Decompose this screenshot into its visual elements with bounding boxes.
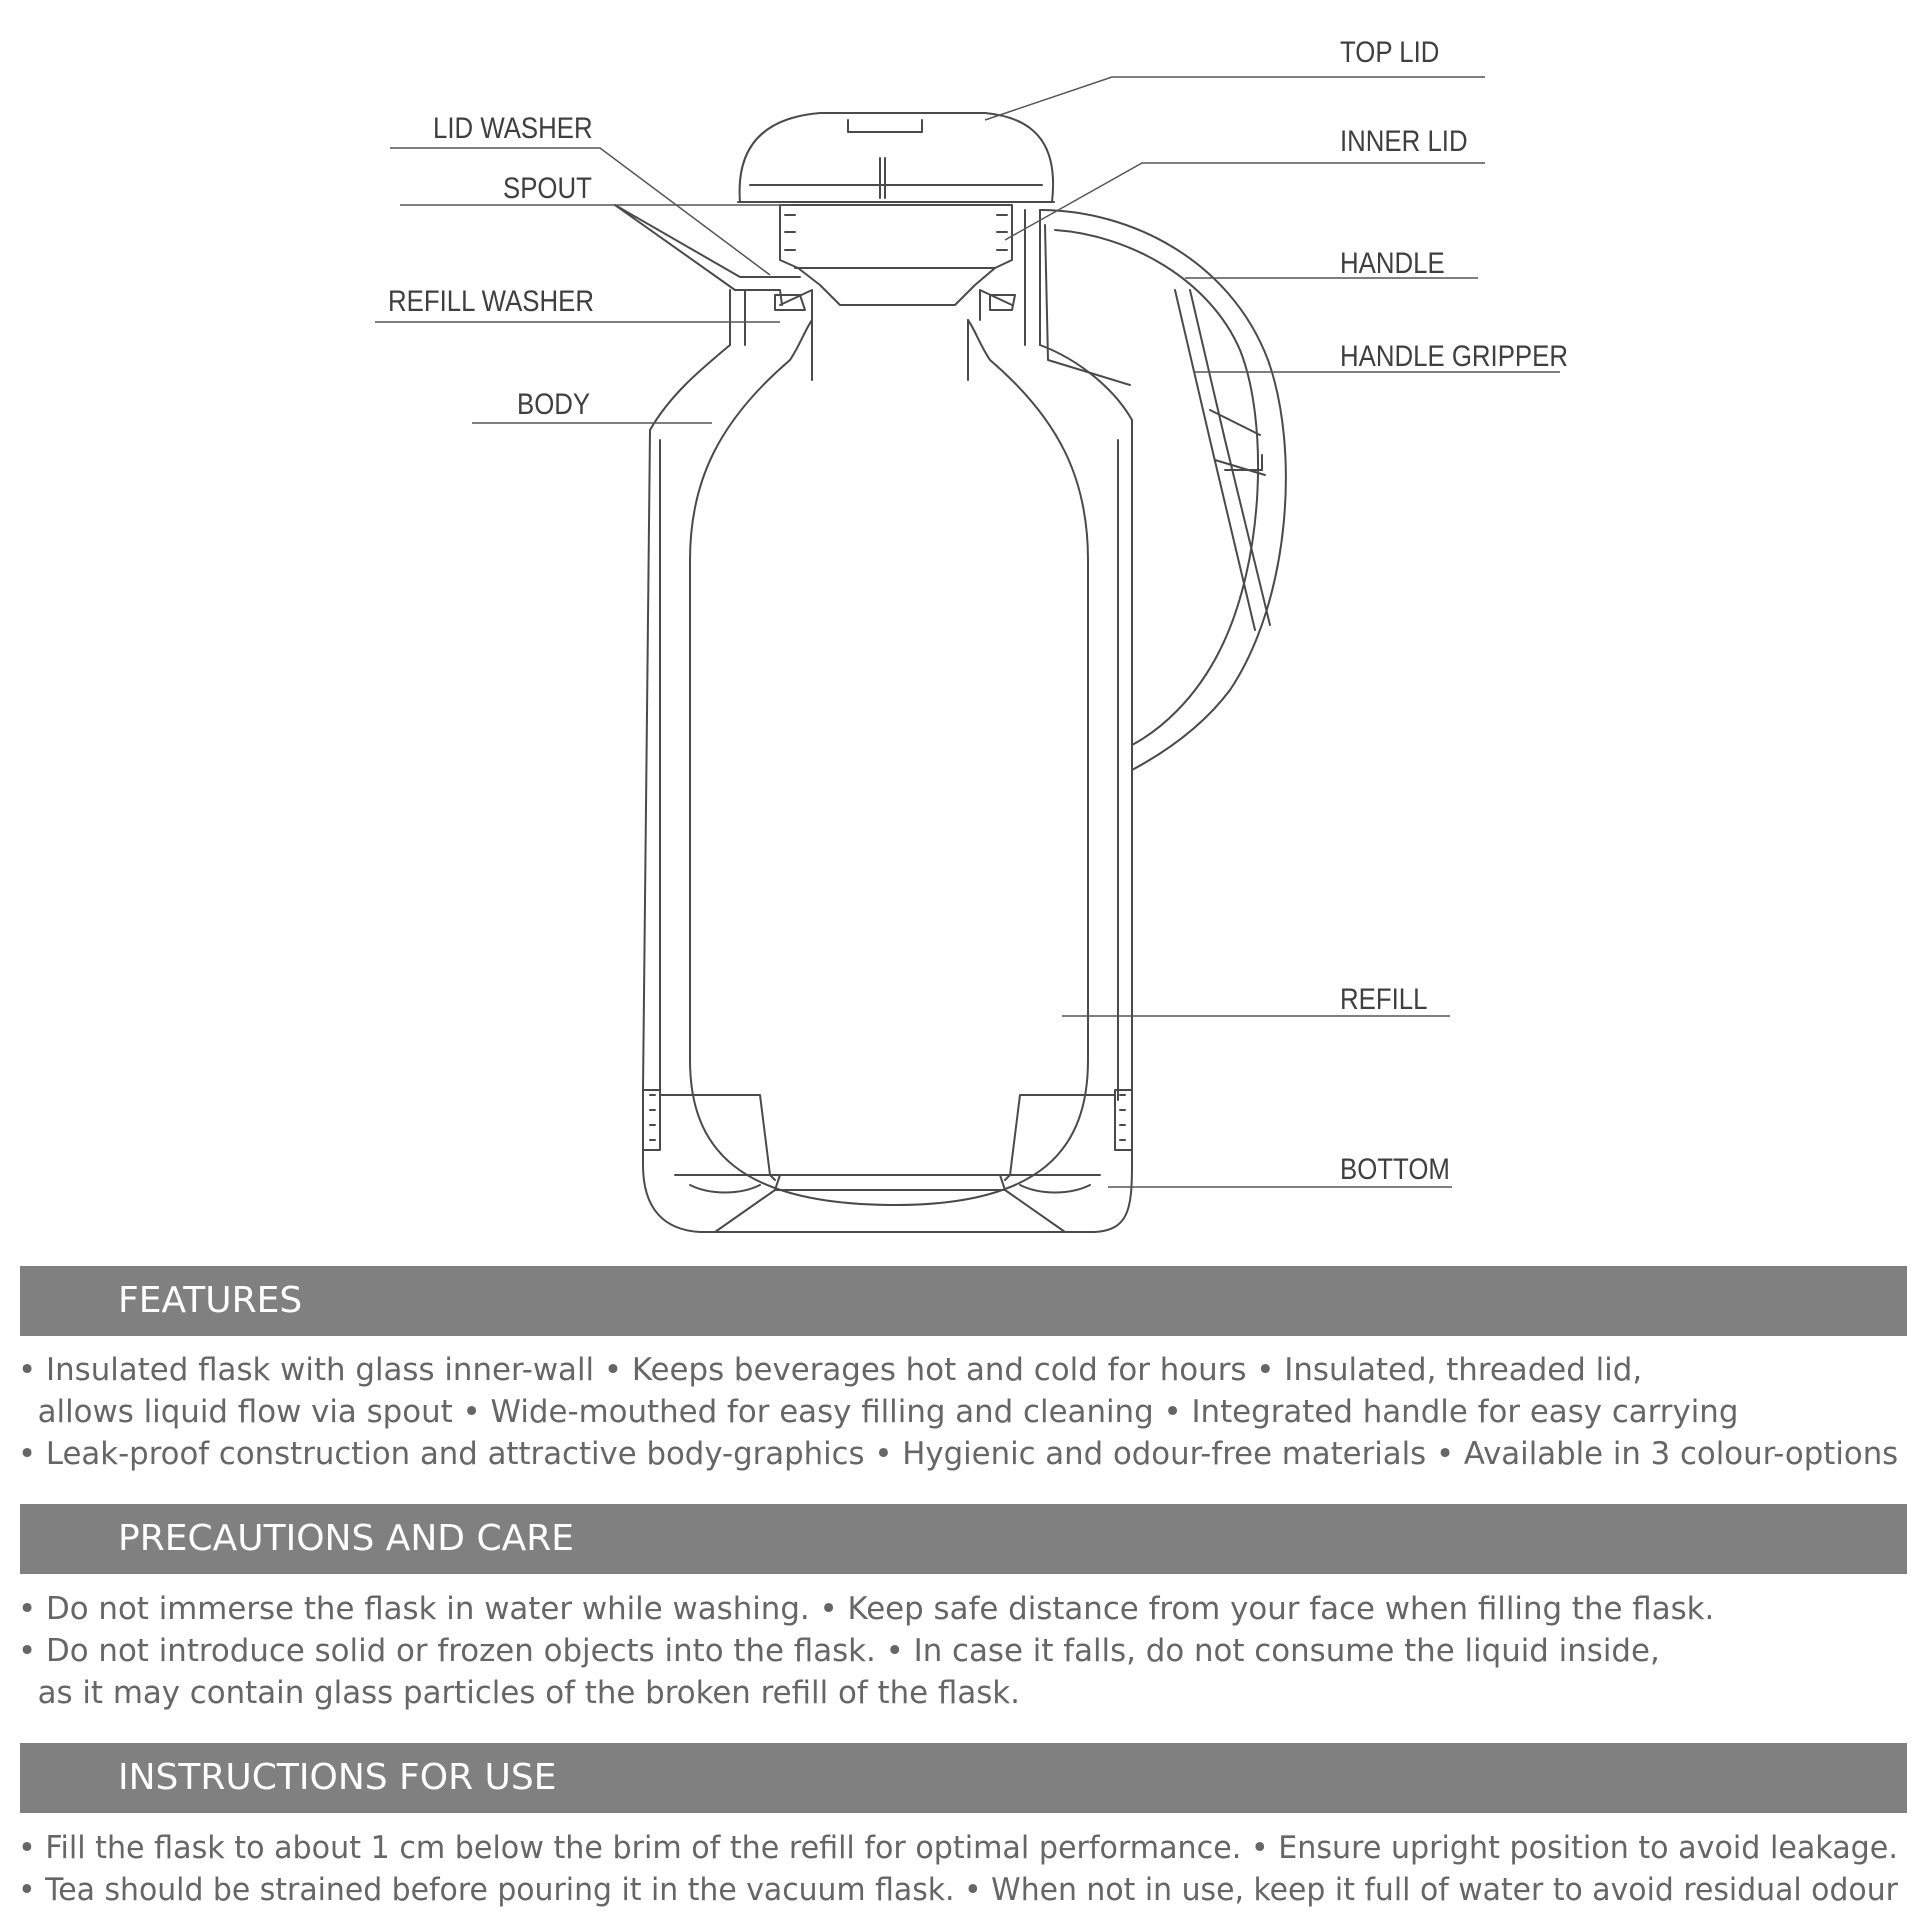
precautions-header-bar (20, 1504, 1907, 1574)
refill-shape (690, 320, 1088, 1205)
label-refill: REFILL (1340, 983, 1428, 1016)
precautions-title: PRECAUTIONS AND CARE (118, 1518, 574, 1559)
leader-inner-lid (1005, 163, 1485, 240)
leader-top-lid (985, 77, 1485, 120)
label-handle-gripper: HANDLE GRIPPER (1340, 340, 1568, 373)
instructions-line: • Fill the flask to about 1 cm below the brim of the refill for optimal performance. • Ensure upright position to avoid leakage. (18, 1830, 1898, 1866)
instructions-text (18, 1827, 1908, 1911)
instructions-line: • Tea should be strained before pouring it in the vacuum flask. • When not in use, keep it full of water to avoid residual odour (18, 1872, 1898, 1908)
precautions-text (18, 1588, 1908, 1714)
label-inner-lid: INNER LID (1340, 125, 1468, 158)
handle-shape (1040, 210, 1286, 770)
features-line: • Leak-proof construction and attractive body-graphics • Hygienic and odour-free materials • Available in 3 colour-options (18, 1436, 1899, 1472)
precautions-line: as it may contain glass particles of the broken refill of the flask. (18, 1675, 1020, 1711)
label-bottom: BOTTOM (1340, 1153, 1450, 1186)
label-body: BODY (517, 388, 591, 421)
precautions-line: • Do not introduce solid or frozen objects into the flask. • In case it falls, do not consume the liquid inside, (18, 1633, 1660, 1669)
label-refill-washer: REFILL WASHER (388, 285, 594, 318)
features-text (18, 1349, 1908, 1475)
body-outline (643, 345, 1132, 1232)
label-lid-washer: LID WASHER (433, 112, 593, 145)
top-lid-shape (740, 113, 1054, 202)
instructions-header-bar (20, 1743, 1907, 1813)
precautions-line: • Do not immerse the flask in water while washing. • Keep safe distance from your face when filling the flask. (18, 1591, 1715, 1627)
features-header-bar (20, 1266, 1907, 1336)
features-title: FEATURES (118, 1280, 303, 1321)
features-line: • Insulated flask with glass inner-wall • Keeps beverages hot and cold for hours • Insulated, threaded lid, (18, 1352, 1643, 1388)
instructions-title: INSTRUCTIONS FOR USE (118, 1757, 557, 1798)
spout-shape (615, 205, 800, 277)
label-handle: HANDLE (1340, 247, 1445, 280)
label-spout: SPOUT (503, 172, 592, 205)
label-top-lid: TOP LID (1340, 36, 1440, 69)
features-line: allows liquid flow via spout • Wide-mouthed for easy filling and cleaning • Integrated handle for easy carrying (18, 1394, 1739, 1430)
inner-lid-shape (780, 205, 1012, 305)
leader-lid-washer (390, 148, 770, 275)
